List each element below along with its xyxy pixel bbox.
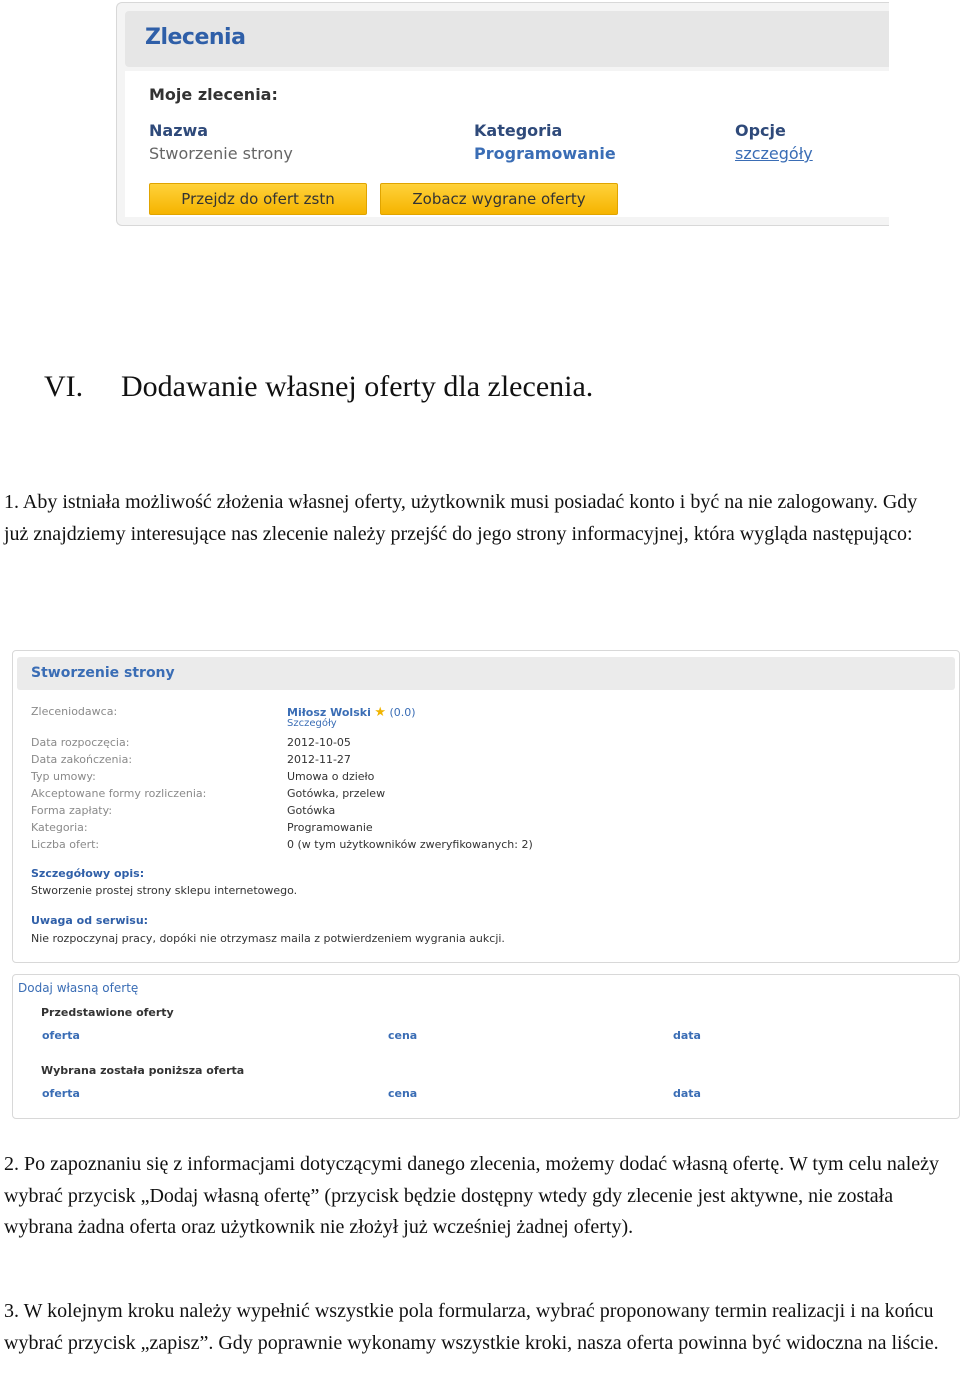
zlecenie-name: Stworzenie strony — [149, 144, 293, 163]
zlecenia-panel — [116, 2, 889, 226]
client-name-link[interactable]: Miłosz Wolski — [287, 706, 371, 719]
details-title: Stworzenie strony — [31, 665, 175, 681]
detail-label: Forma zapłaty: — [31, 804, 113, 817]
detail-value: 2012-10-05 — [287, 736, 351, 749]
offers-panel — [12, 974, 960, 1119]
client-rating: (0.0) — [389, 706, 416, 719]
dodaj-wlasna-oferte-link[interactable]: Dodaj własną ofertę — [18, 981, 139, 995]
column-header-nazwa: Nazwa — [149, 121, 209, 140]
detail-value: Gotówka — [287, 804, 336, 817]
detail-value: Gotówka, przelew — [287, 787, 386, 800]
description-label: Szczegółowy opis: — [31, 867, 145, 880]
detail-value: Umowa o dzieło — [287, 770, 375, 783]
zlecenie-category: Programowanie — [474, 144, 616, 163]
description-text: Stworzenie prostej strony sklepu internetowego. — [31, 884, 298, 897]
column-header-opcje: Opcje — [735, 121, 786, 140]
detail-label: Data zakończenia: — [31, 753, 133, 766]
details-header — [17, 657, 955, 690]
section-heading — [44, 370, 593, 404]
notice-label: Uwaga od serwisu: — [31, 914, 149, 927]
column-cena: cena — [388, 1029, 418, 1042]
presented-offers-title: Przedstawione oferty — [41, 1006, 174, 1019]
detail-label: Typ umowy: — [31, 770, 96, 783]
detail-label: Kategoria: — [31, 821, 88, 834]
section-number: VI. — [44, 370, 84, 403]
szczegoly-link[interactable]: szczegóły — [735, 144, 813, 163]
column-cena: cena — [388, 1087, 418, 1100]
przejdz-do-ofert-button[interactable]: Przejdz do ofert zstn — [149, 183, 367, 215]
detail-value: 2012-11-27 — [287, 753, 351, 766]
detail-label: Liczba ofert: — [31, 838, 100, 851]
notice-text: Nie rozpoczynaj pracy, dopóki nie otrzymasz maila z potwierdzeniem wygrania aukcji. — [31, 932, 505, 945]
star-icon: ★ — [374, 705, 386, 720]
detail-label: Data rozpoczęcia: — [31, 736, 130, 749]
detail-label: Akceptowane formy rozliczenia: — [31, 787, 207, 800]
client-details-link[interactable]: Szczegóły — [287, 718, 337, 729]
detail-value: Programowanie — [287, 821, 373, 834]
paragraph-2: 2. Po zapoznaniu się z informacjami dotyczącymi danego zlecenia, możemy dodać własną ofertę. W tym celu należy wybrać przycisk „Dodaj własną ofertę” (przycisk będzie dostępny wtedy gdy zlecenie jest aktywne, nie została wybrana żadna oferta oraz użytkownik nie złożył już wcześniej żadnej oferty). — [4, 1153, 939, 1238]
section-title: Dodawanie własnej oferty dla zlecenia. — [121, 370, 594, 403]
zlecenia-body — [125, 71, 889, 217]
zlecenia-header — [125, 11, 889, 67]
detail-value: 0 (w tym użytkowników zweryfikowanych: 2) — [287, 838, 533, 851]
paragraph-1: 1. Aby istniała możliwość złożenia własnej oferty, użytkownik musi posiadać konto i być na nie zalogowany. Gdy już znajdziemy interesujące nas zlecenie należy przejść do jego strony informacyjnej, która wygląda następująco: — [4, 491, 918, 545]
column-data: data — [673, 1087, 701, 1100]
column-data: data — [673, 1029, 701, 1042]
moje-zlecenia-subtitle: Moje zlecenia: — [149, 85, 278, 104]
paragraph-3: 3. W kolejnym kroku należy wypełnić wszystkie pola formularza, wybrać proponowany termin realizacji i na końcu wybrać przycisk „zapisz”. Gdy poprawnie wykonamy wszystkie kroki, nasza oferta powinna być widoczna na liście. — [4, 1300, 939, 1354]
column-oferta: oferta — [42, 1029, 80, 1042]
chosen-offer-title: Wybrana została poniższa oferta — [41, 1064, 245, 1077]
column-oferta: oferta — [42, 1087, 80, 1100]
zlecenia-title: Zlecenia — [145, 25, 246, 50]
client-label: Zleceniodawca: — [31, 705, 118, 718]
zlecenie-details-panel — [12, 650, 960, 963]
zobacz-wygrane-oferty-button[interactable]: Zobacz wygrane oferty — [380, 183, 618, 215]
column-header-kategoria: Kategoria — [474, 121, 563, 140]
